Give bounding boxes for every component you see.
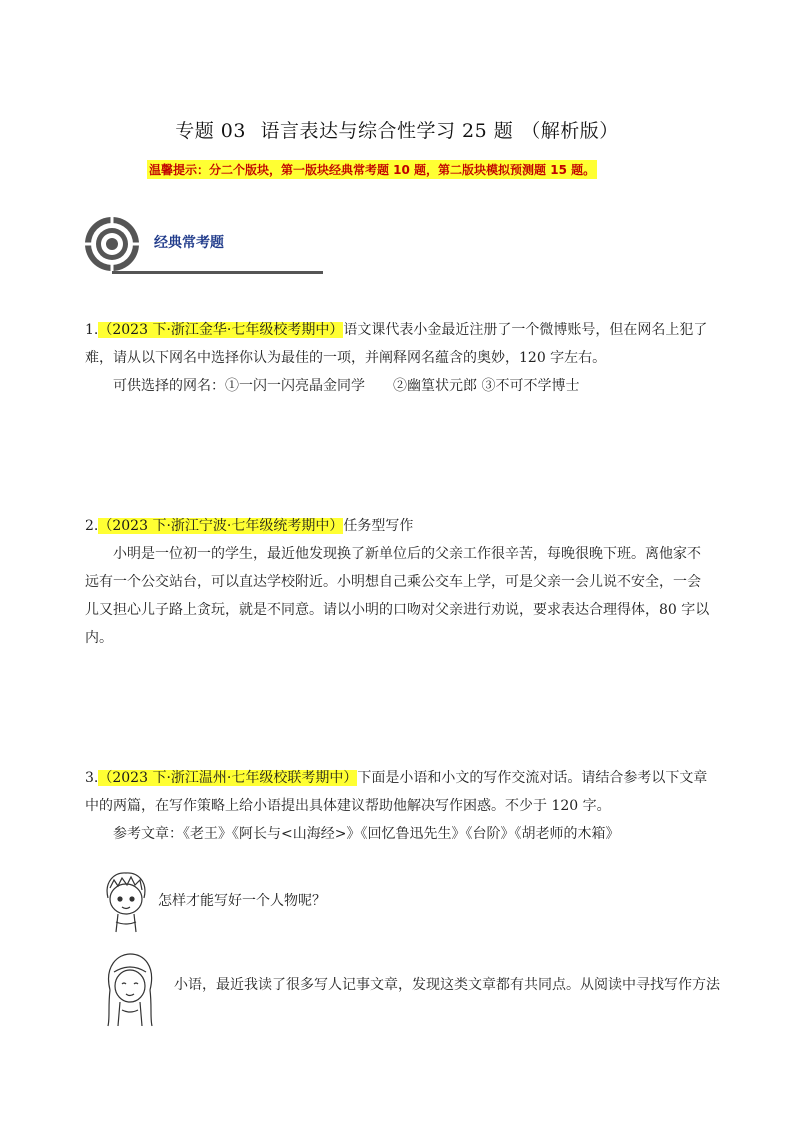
question-2 bbox=[85, 512, 713, 652]
title-topic-number: 专题 03 bbox=[175, 120, 246, 142]
section-divider bbox=[112, 271, 323, 274]
question-source: （2023 下·浙江温州·七年级校联考期中） bbox=[98, 770, 358, 786]
question-3 bbox=[85, 764, 713, 848]
target-icon bbox=[82, 214, 142, 274]
section-header bbox=[82, 214, 252, 276]
question-source: （2023 下·浙江金华·七年级校考期中） bbox=[98, 322, 344, 338]
question-number: 1. bbox=[85, 322, 99, 338]
question-extra: 小明是一位初一的学生，最近他发现换了新单位后的父亲工作很辛苦，每晚很晚下班。离他家不远有一个公交站台，可以直达学校附近。小明想自己乘公交车上学，可是父亲一会儿说不安全，一会儿又担心儿子路上贪玩，就是不同意。请以小明的口吻对父亲进行劝说，要求表达合理得体，80 字以内。 bbox=[85, 546, 710, 646]
reminder-banner: 温馨提示：分二个版块，第一版块经典常考题 10 题，第二版块模拟预测题 15 题。 bbox=[147, 160, 597, 179]
question-2-stem bbox=[85, 512, 713, 540]
dialogue-text: 小语，最近我读了很多写人记事文章，发现这类文章都有共同点。从阅读中寻找写作方法 bbox=[174, 977, 720, 993]
section-label: 经典常考题 bbox=[154, 235, 224, 251]
title-edition: （解析版） bbox=[521, 120, 619, 142]
dialogue-line-1 bbox=[100, 868, 720, 938]
dialogue-text: 怎样才能写好一个人物呢？ bbox=[158, 893, 326, 909]
question-3-stem bbox=[85, 764, 713, 820]
question-number: 3. bbox=[85, 770, 99, 786]
page-title bbox=[0, 116, 794, 143]
question-extra: 可供选择的网名：①一闪一闪亮晶金同学 ②幽篁状元郎 ③不可不学博士 bbox=[113, 378, 580, 394]
dialogue-line-2 bbox=[100, 950, 720, 1030]
question-text: 语文课代表小金最近注册了一个微博账号，但在网名上犯了难，请从以下网名中选择你认为最佳的一项，并阐释网名蕴含的奥妙，120 字左右。 bbox=[85, 322, 708, 366]
question-number: 2. bbox=[85, 518, 99, 534]
title-topic-name: 语言表达与综合性学习 25 题 bbox=[260, 120, 514, 142]
girl-avatar-icon bbox=[100, 950, 160, 1028]
question-text: 下面是小语和小文的写作交流对话。请结合参考以下文章中的两篇，在写作策略上给小语提出具体建议帮助他解决写作困惑。不少于 120 字。 bbox=[85, 770, 708, 814]
question-1 bbox=[85, 316, 713, 400]
question-text: 任务型写作 bbox=[343, 518, 414, 534]
question-1-stem bbox=[85, 316, 713, 372]
boy-avatar-icon bbox=[100, 868, 152, 934]
question-source: （2023 下·浙江宁波·七年级统考期中） bbox=[98, 518, 344, 534]
question-extra: 参考文章：《老王》《阿长与<山海经>》《回忆鲁迅先生》《台阶》《胡老师的木箱》 bbox=[113, 826, 620, 842]
